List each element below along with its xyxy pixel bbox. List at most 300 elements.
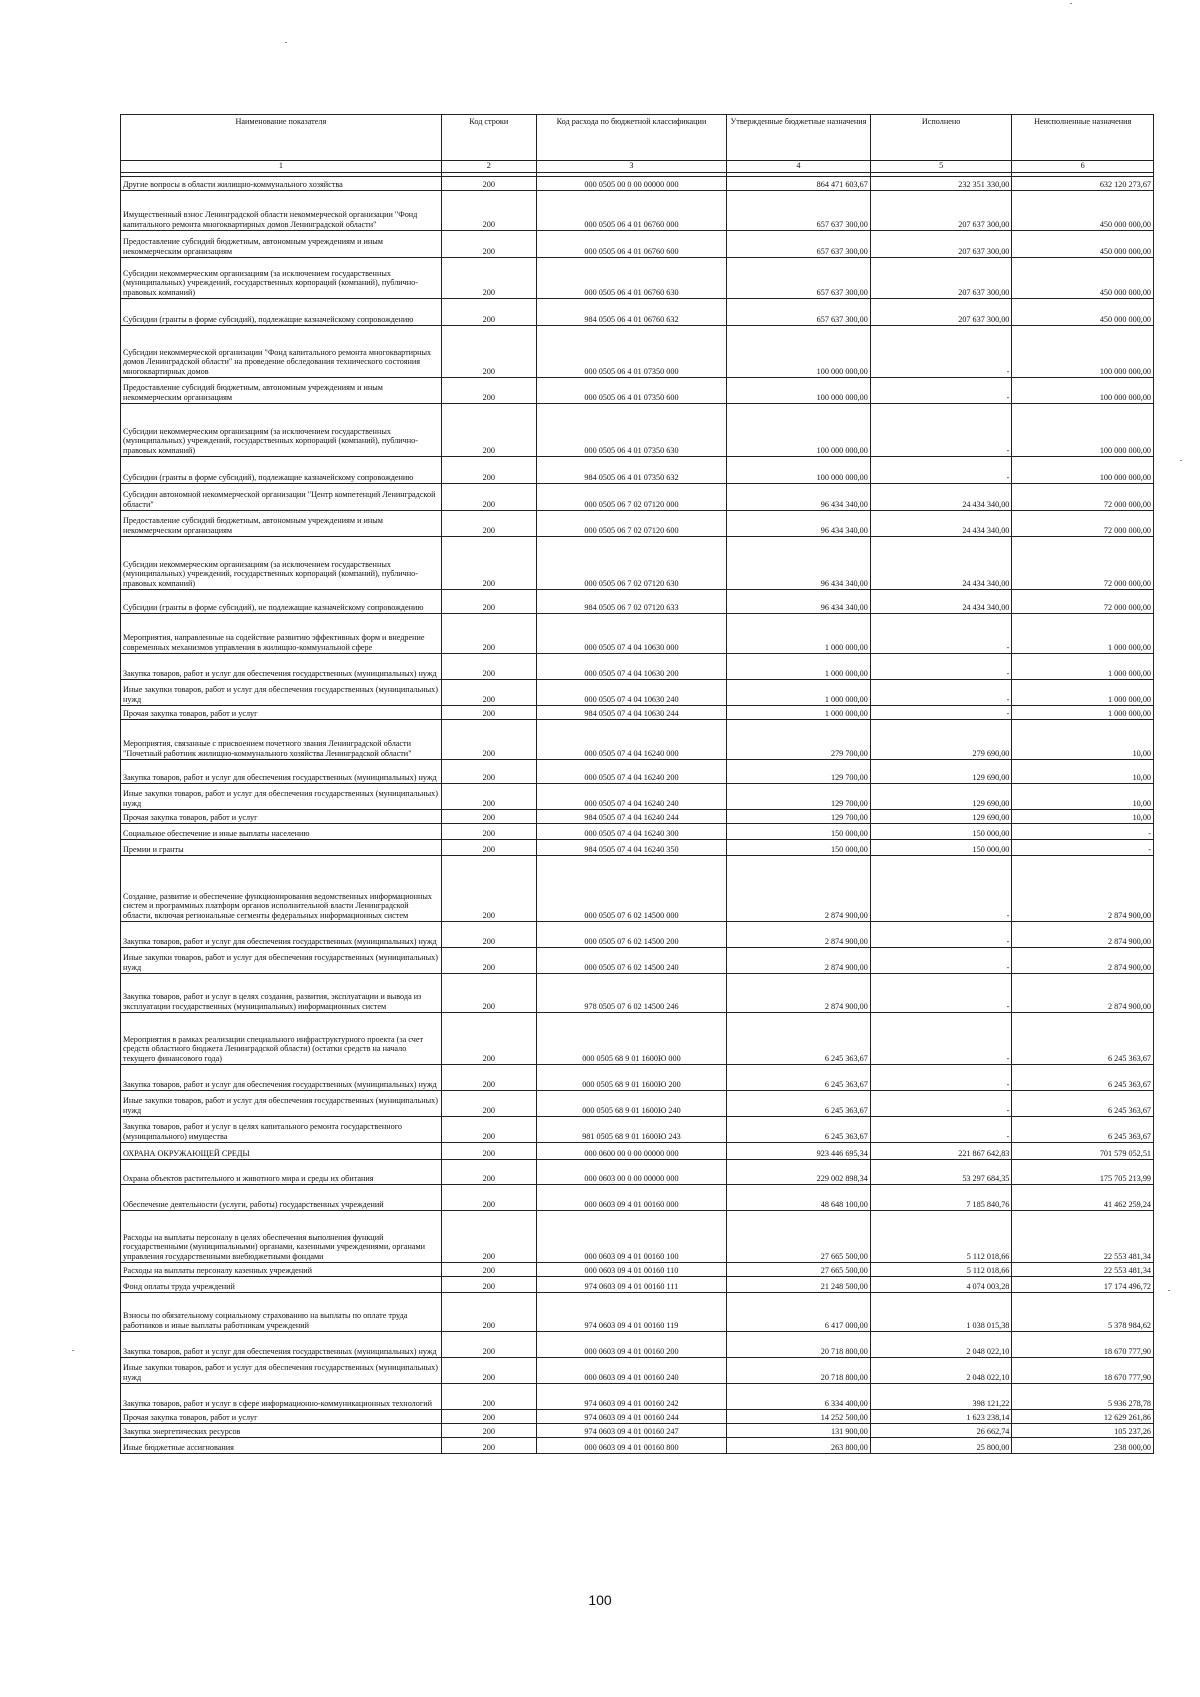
cell-approved: 96 434 340,00: [727, 511, 871, 537]
cell-remaining: 6 245 363,67: [1012, 1065, 1154, 1091]
cell-code: 200: [441, 1332, 536, 1358]
cell-approved: 131 900,00: [727, 1424, 871, 1438]
cell-code: 200: [441, 1160, 536, 1185]
cell-kbk: 000 0505 07 6 02 14500 240: [536, 948, 726, 974]
cell-code: 200: [441, 484, 536, 511]
cell-approved: 129 700,00: [727, 810, 871, 824]
cell-remaining: 12 629 261,86: [1012, 1410, 1154, 1424]
cell-executed: -: [870, 1117, 1012, 1143]
cell-kbk: 000 0505 06 4 01 06760 630: [536, 258, 726, 299]
cell-approved: 20 718 800,00: [727, 1358, 871, 1384]
cell-approved: 129 700,00: [727, 760, 871, 784]
cell-code: 200: [441, 191, 536, 231]
cell-executed: 53 297 684,35: [870, 1160, 1012, 1185]
cell-approved: 1 000 000,00: [727, 614, 871, 654]
cell-name: Расходы на выплаты персоналу в целях обеспечения выполнения функций государственными (муниципальными) органами, казенными учреждениями, органами управления государственными внебюджетными фондами: [121, 1211, 442, 1263]
table-row: [121, 1277, 1154, 1293]
cell-executed: 150 000,00: [870, 840, 1012, 856]
cell-name: Создание, развитие и обеспечение функционирования ведомственных информационных систем и программных платформ органов исполнительной власти Ленинградской области, включая региональные сегменты федеральных информационных систем: [121, 856, 442, 922]
table-row: [121, 484, 1154, 511]
cell-remaining: 10,00: [1012, 720, 1154, 760]
cell-executed: 26 662,74: [870, 1424, 1012, 1438]
cell-code: 200: [441, 326, 536, 378]
table-row: [121, 1438, 1154, 1454]
cell-kbk: 000 0603 09 4 01 00160 800: [536, 1438, 726, 1454]
cell-name: Мероприятия, направленные на содействие развитию эффективных форм и внедрение современных механизмов управления в жилищно-коммунальной сфере: [121, 614, 442, 654]
cell-name: Закупка товаров, работ и услуг для обеспечения государственных (муниципальных) нужд: [121, 760, 442, 784]
cell-executed: 150 000,00: [870, 824, 1012, 840]
cell-remaining: -: [1012, 840, 1154, 856]
cell-kbk: 000 0603 09 4 01 00160 200: [536, 1332, 726, 1358]
cell-code: 200: [441, 1143, 536, 1160]
cell-name: Закупка товаров, работ и услуг в целях создания, развития, эксплуатации и вывода из эксплуатации государственных (муниципальных) информационных систем: [121, 974, 442, 1013]
cell-executed: -: [870, 856, 1012, 922]
table-row: [121, 824, 1154, 840]
cell-approved: 2 874 900,00: [727, 974, 871, 1013]
cell-kbk: 000 0505 68 9 01 1600Ю 200: [536, 1065, 726, 1091]
cell-name: Предоставление субсидий бюджетным, автономным учреждениям и иным некоммерческим организациям: [121, 378, 442, 404]
cell-kbk: 984 0505 06 4 01 07350 632: [536, 457, 726, 484]
cell-name: Закупка энергетических ресурсов: [121, 1424, 442, 1438]
cell-kbk: 981 0505 68 9 01 1600Ю 243: [536, 1117, 726, 1143]
cell-kbk: 000 0505 07 6 02 14500 200: [536, 922, 726, 948]
cell-code: 200: [441, 824, 536, 840]
cell-executed: 207 637 300,00: [870, 231, 1012, 258]
cell-name: Фонд оплаты труда учреждений: [121, 1277, 442, 1293]
cell-approved: 21 248 500,00: [727, 1277, 871, 1293]
cell-approved: 14 252 500,00: [727, 1410, 871, 1424]
cell-kbk: 000 0603 09 4 01 00160 110: [536, 1263, 726, 1277]
cell-approved: 657 637 300,00: [727, 231, 871, 258]
cell-kbk: 000 0505 07 4 04 16240 200: [536, 760, 726, 784]
cell-name: Субсидии некоммерческим организациям (за исключением государственных (муниципальных) учреждений, государственных корпораций (компаний), публично-правовых компаний): [121, 537, 442, 590]
header-unexecuted-appropriations: Неисполненные назначения: [1012, 115, 1154, 161]
cell-kbk: 000 0603 09 4 01 00160 240: [536, 1358, 726, 1384]
header-budget-classification-code: Код расхода по бюджетной классификации: [536, 115, 726, 161]
cell-name: ОХРАНА ОКРУЖАЮЩЕЙ СРЕДЫ: [121, 1143, 442, 1160]
cell-approved: 279 700,00: [727, 720, 871, 760]
cell-code: 200: [441, 1185, 536, 1211]
cell-kbk: 000 0505 68 9 01 1600Ю 240: [536, 1091, 726, 1117]
cell-code: 200: [441, 1384, 536, 1410]
cell-approved: 657 637 300,00: [727, 299, 871, 326]
cell-code: 200: [441, 1410, 536, 1424]
cell-executed: 1 038 015,38: [870, 1293, 1012, 1332]
cell-kbk: 974 0603 09 4 01 00160 242: [536, 1384, 726, 1410]
cell-remaining: 2 874 900,00: [1012, 856, 1154, 922]
cell-kbk: 000 0505 06 4 01 07350 630: [536, 404, 726, 457]
cell-approved: 96 434 340,00: [727, 484, 871, 511]
cell-code: 200: [441, 1277, 536, 1293]
cell-remaining: 6 245 363,67: [1012, 1091, 1154, 1117]
cell-code: 200: [441, 1438, 536, 1454]
cell-kbk: 000 0603 00 0 00 00000 000: [536, 1160, 726, 1185]
table-row: [121, 299, 1154, 326]
cell-kbk: 000 0505 07 4 04 16240 240: [536, 784, 726, 810]
cell-approved: 657 637 300,00: [727, 191, 871, 231]
cell-name: Закупка товаров, работ и услуг для обеспечения государственных (муниципальных) нужд: [121, 1332, 442, 1358]
cell-remaining: 105 237,26: [1012, 1424, 1154, 1438]
cell-remaining: 10,00: [1012, 784, 1154, 810]
cell-kbk: 000 0505 07 4 04 16240 300: [536, 824, 726, 840]
cell-name: Субсидии некоммерческим организациям (за исключением государственных (муниципальных) учреждений, государственных корпораций (компаний), публично-правовых компаний): [121, 258, 442, 299]
table-header-row: [121, 115, 1154, 161]
table-row: [121, 680, 1154, 706]
cell-executed: 279 690,00: [870, 720, 1012, 760]
cell-kbk: 974 0603 09 4 01 00160 247: [536, 1424, 726, 1438]
cell-executed: -: [870, 378, 1012, 404]
cell-kbk: 000 0505 06 4 01 06760 000: [536, 191, 726, 231]
cell-remaining: 450 000 000,00: [1012, 258, 1154, 299]
cell-remaining: 450 000 000,00: [1012, 299, 1154, 326]
table-row: [121, 706, 1154, 720]
cell-name: Прочая закупка товаров, работ и услуг: [121, 706, 442, 720]
cell-executed: 1 623 238,14: [870, 1410, 1012, 1424]
table-row: [121, 1332, 1154, 1358]
cell-executed: 221 867 642,83: [870, 1143, 1012, 1160]
cell-remaining: 100 000 000,00: [1012, 326, 1154, 378]
cell-executed: 2 048 022,10: [870, 1332, 1012, 1358]
cell-kbk: 000 0505 06 7 02 07120 630: [536, 537, 726, 590]
header-indicator-name: Наименование показателя: [121, 115, 442, 161]
cell-executed: 207 637 300,00: [870, 299, 1012, 326]
table-row: [121, 922, 1154, 948]
cell-kbk: 974 0603 09 4 01 00160 111: [536, 1277, 726, 1293]
table-row: [121, 231, 1154, 258]
cell-executed: 2 048 022,10: [870, 1358, 1012, 1384]
cell-executed: -: [870, 1065, 1012, 1091]
cell-remaining: 450 000 000,00: [1012, 231, 1154, 258]
table-row: [121, 974, 1154, 1013]
table-row: [121, 784, 1154, 810]
cell-kbk: 000 0505 06 4 01 07350 600: [536, 378, 726, 404]
cell-name: Субсидии автономной некоммерческой организации "Центр компетенций Ленинградской области": [121, 484, 442, 511]
cell-executed: -: [870, 680, 1012, 706]
cell-remaining: 100 000 000,00: [1012, 457, 1154, 484]
page-number: 100: [588, 1592, 612, 1608]
column-number: 6: [1012, 161, 1154, 173]
cell-kbk: 000 0505 07 4 04 10630 240: [536, 680, 726, 706]
cell-remaining: -: [1012, 824, 1154, 840]
cell-kbk: 000 0505 68 9 01 1600Ю 000: [536, 1013, 726, 1065]
cell-code: 200: [441, 614, 536, 654]
table-row: [121, 948, 1154, 974]
cell-remaining: 100 000 000,00: [1012, 404, 1154, 457]
cell-code: 200: [441, 784, 536, 810]
table-row: [121, 1143, 1154, 1160]
cell-kbk: 974 0603 09 4 01 00160 244: [536, 1410, 726, 1424]
cell-code: 200: [441, 810, 536, 824]
cell-approved: 48 648 100,00: [727, 1185, 871, 1211]
cell-remaining: 2 874 900,00: [1012, 922, 1154, 948]
cell-code: 200: [441, 590, 536, 614]
header-approved-appropriations: Утвержденные бюджетные назначения: [727, 115, 871, 161]
cell-name: Закупка товаров, работ и услуг для обеспечения государственных (муниципальных) нужд: [121, 1065, 442, 1091]
cell-name: Предоставление субсидий бюджетным, автономным учреждениям и иным некоммерческим организациям: [121, 231, 442, 258]
table-row: [121, 258, 1154, 299]
table-row: [121, 1065, 1154, 1091]
cell-kbk: 000 0603 09 4 01 00160 000: [536, 1185, 726, 1211]
cell-executed: 232 351 330,00: [870, 177, 1012, 191]
cell-kbk: 984 0505 06 7 02 07120 633: [536, 590, 726, 614]
cell-executed: -: [870, 614, 1012, 654]
cell-name: Прочая закупка товаров, работ и услуг: [121, 810, 442, 824]
cell-executed: -: [870, 974, 1012, 1013]
table-row: [121, 1263, 1154, 1277]
cell-kbk: 000 0505 07 6 02 14500 000: [536, 856, 726, 922]
cell-remaining: 1 000 000,00: [1012, 614, 1154, 654]
cell-executed: 5 112 018,66: [870, 1211, 1012, 1263]
table-row: [121, 654, 1154, 680]
cell-kbk: 000 0505 07 4 04 10630 200: [536, 654, 726, 680]
cell-remaining: 41 462 259,24: [1012, 1185, 1154, 1211]
cell-name: Субсидии (гранты в форме субсидий), подлежащие казначейскому сопровождению: [121, 457, 442, 484]
cell-kbk: 000 0505 00 0 00 00000 000: [536, 177, 726, 191]
cell-code: 200: [441, 1091, 536, 1117]
table-row: [121, 1091, 1154, 1117]
cell-name: Иные закупки товаров, работ и услуг для обеспечения государственных (муниципальных) нужд: [121, 1091, 442, 1117]
cell-code: 200: [441, 654, 536, 680]
cell-remaining: 10,00: [1012, 810, 1154, 824]
cell-name: Социальное обеспечение и иные выплаты населению: [121, 824, 442, 840]
cell-remaining: 100 000 000,00: [1012, 378, 1154, 404]
table-row: [121, 537, 1154, 590]
cell-code: 200: [441, 1013, 536, 1065]
cell-kbk: 974 0603 09 4 01 00160 119: [536, 1293, 726, 1332]
cell-code: 200: [441, 299, 536, 326]
cell-approved: 229 002 898,34: [727, 1160, 871, 1185]
cell-executed: -: [870, 654, 1012, 680]
cell-kbk: 000 0505 06 7 02 07120 600: [536, 511, 726, 537]
column-number: 4: [727, 161, 871, 173]
cell-code: 200: [441, 1424, 536, 1438]
cell-remaining: 450 000 000,00: [1012, 191, 1154, 231]
column-number: 1: [121, 161, 442, 173]
cell-remaining: 17 174 496,72: [1012, 1277, 1154, 1293]
table-row: [121, 760, 1154, 784]
table-row: [121, 720, 1154, 760]
cell-kbk: 984 0505 07 4 04 16240 244: [536, 810, 726, 824]
cell-approved: 6 334 400,00: [727, 1384, 871, 1410]
table-row: [121, 1117, 1154, 1143]
cell-remaining: 6 245 363,67: [1012, 1117, 1154, 1143]
cell-remaining: 5 936 278,78: [1012, 1384, 1154, 1410]
table-row: [121, 1211, 1154, 1263]
cell-name: Имущественный взнос Ленинградской области некоммерческой организации "Фонд капитального ремонта многоквартирных домов Ленинградской области": [121, 191, 442, 231]
cell-name: Иные закупки товаров, работ и услуг для обеспечения государственных (муниципальных) нужд: [121, 948, 442, 974]
cell-approved: 100 000 000,00: [727, 457, 871, 484]
cell-executed: -: [870, 457, 1012, 484]
cell-approved: 20 718 800,00: [727, 1332, 871, 1358]
table-row: [121, 810, 1154, 824]
cell-code: 200: [441, 922, 536, 948]
cell-approved: 1 000 000,00: [727, 706, 871, 720]
cell-name: Иные закупки товаров, работ и услуг для обеспечения государственных (муниципальных) нужд: [121, 680, 442, 706]
cell-approved: 100 000 000,00: [727, 404, 871, 457]
cell-remaining: 701 579 052,51: [1012, 1143, 1154, 1160]
cell-remaining: 18 670 777,90: [1012, 1358, 1154, 1384]
cell-executed: -: [870, 1013, 1012, 1065]
cell-executed: -: [870, 922, 1012, 948]
cell-executed: 24 434 340,00: [870, 511, 1012, 537]
cell-executed: 129 690,00: [870, 810, 1012, 824]
scan-speck: [1180, 460, 1182, 461]
cell-approved: 6 245 363,67: [727, 1013, 871, 1065]
cell-kbk: 978 0505 07 6 02 14500 246: [536, 974, 726, 1013]
cell-executed: -: [870, 706, 1012, 720]
cell-approved: 6 245 363,67: [727, 1117, 871, 1143]
column-number: 5: [870, 161, 1012, 173]
table-row: [121, 378, 1154, 404]
cell-kbk: 000 0505 07 4 04 10630 000: [536, 614, 726, 654]
cell-executed: 5 112 018,66: [870, 1263, 1012, 1277]
cell-executed: 207 637 300,00: [870, 191, 1012, 231]
cell-remaining: 175 705 213,99: [1012, 1160, 1154, 1185]
cell-code: 200: [441, 840, 536, 856]
cell-code: 200: [441, 706, 536, 720]
cell-name: Мероприятия в рамках реализации специального инфраструктурного проекта (за счет средств областного бюджета Ленинградской области) (остатки средств на начало текущего финансового года): [121, 1013, 442, 1065]
table-row: [121, 1013, 1154, 1065]
cell-kbk: 984 0505 07 4 04 16240 350: [536, 840, 726, 856]
cell-code: 200: [441, 457, 536, 484]
column-number-row: [121, 161, 1154, 173]
cell-name: Премии и гранты: [121, 840, 442, 856]
cell-code: 200: [441, 974, 536, 1013]
cell-code: 200: [441, 680, 536, 706]
table-row: [121, 1160, 1154, 1185]
cell-remaining: 22 553 481,34: [1012, 1263, 1154, 1277]
cell-name: Прочая закупка товаров, работ и услуг: [121, 1410, 442, 1424]
cell-approved: 864 471 603,67: [727, 177, 871, 191]
cell-code: 200: [441, 760, 536, 784]
cell-name: Расходы на выплаты персоналу казенных учреждений: [121, 1263, 442, 1277]
table-row: [121, 511, 1154, 537]
header-line-code: Код строки: [441, 115, 536, 161]
cell-code: 200: [441, 537, 536, 590]
cell-remaining: 2 874 900,00: [1012, 974, 1154, 1013]
cell-name: Иные закупки товаров, работ и услуг для обеспечения государственных (муниципальных) нужд: [121, 1358, 442, 1384]
scan-speck: [1070, 3, 1072, 4]
cell-kbk: 984 0505 06 4 01 06760 632: [536, 299, 726, 326]
cell-kbk: 000 0505 06 7 02 07120 000: [536, 484, 726, 511]
cell-name: Закупка товаров, работ и услуг для обеспечения государственных (муниципальных) нужд: [121, 654, 442, 680]
cell-remaining: 72 000 000,00: [1012, 484, 1154, 511]
cell-kbk: 000 0505 06 4 01 07350 000: [536, 326, 726, 378]
cell-approved: 923 446 695,34: [727, 1143, 871, 1160]
cell-remaining: 1 000 000,00: [1012, 654, 1154, 680]
table-row: [121, 1185, 1154, 1211]
cell-code: 200: [441, 511, 536, 537]
cell-approved: 27 665 500,00: [727, 1263, 871, 1277]
cell-kbk: 000 0600 00 0 00 00000 000: [536, 1143, 726, 1160]
cell-remaining: 632 120 273,67: [1012, 177, 1154, 191]
cell-name: Субсидии (гранты в форме субсидий), подлежащие казначейскому сопровождению: [121, 299, 442, 326]
cell-remaining: 5 378 984,62: [1012, 1293, 1154, 1332]
scan-speck: [1168, 1290, 1170, 1291]
cell-approved: 27 665 500,00: [727, 1211, 871, 1263]
cell-code: 200: [441, 1211, 536, 1263]
cell-code: 200: [441, 720, 536, 760]
cell-remaining: 6 245 363,67: [1012, 1013, 1154, 1065]
cell-approved: 2 874 900,00: [727, 856, 871, 922]
cell-approved: 6 245 363,67: [727, 1091, 871, 1117]
cell-code: 200: [441, 948, 536, 974]
cell-name: Иные закупки товаров, работ и услуг для обеспечения государственных (муниципальных) нужд: [121, 784, 442, 810]
cell-approved: 6 417 000,00: [727, 1293, 871, 1332]
cell-remaining: 72 000 000,00: [1012, 511, 1154, 537]
cell-approved: 150 000,00: [727, 824, 871, 840]
cell-name: Взносы по обязательному социальному страхованию на выплаты по оплате труда работников и иные выплаты работникам учреждений: [121, 1293, 442, 1332]
budget-execution-table: [120, 114, 1154, 1454]
cell-name: Другие вопросы в области жилищно-коммунального хозяйства: [121, 177, 442, 191]
cell-executed: 398 121,22: [870, 1384, 1012, 1410]
cell-executed: 4 074 003,28: [870, 1277, 1012, 1293]
table-row: [121, 856, 1154, 922]
cell-remaining: 72 000 000,00: [1012, 590, 1154, 614]
cell-name: Предоставление субсидий бюджетным, автономным учреждениям и иным некоммерческим организациям: [121, 511, 442, 537]
cell-approved: 263 800,00: [727, 1438, 871, 1454]
cell-approved: 2 874 900,00: [727, 948, 871, 974]
cell-executed: 24 434 340,00: [870, 537, 1012, 590]
cell-remaining: 1 000 000,00: [1012, 680, 1154, 706]
cell-code: 200: [441, 404, 536, 457]
cell-name: Субсидии (гранты в форме субсидий), не подлежащие казначейскому сопровождению: [121, 590, 442, 614]
table-row: [121, 404, 1154, 457]
cell-executed: 129 690,00: [870, 760, 1012, 784]
cell-executed: -: [870, 1091, 1012, 1117]
column-number: 2: [441, 161, 536, 173]
cell-executed: 207 637 300,00: [870, 258, 1012, 299]
cell-code: 200: [441, 231, 536, 258]
cell-approved: 1 000 000,00: [727, 654, 871, 680]
cell-name: Закупка товаров, работ и услуг для обеспечения государственных (муниципальных) нужд: [121, 922, 442, 948]
cell-code: 200: [441, 378, 536, 404]
cell-approved: 1 000 000,00: [727, 680, 871, 706]
cell-name: Закупка товаров, работ и услуг в сфере информационно-коммуникационных технологий: [121, 1384, 442, 1410]
cell-executed: -: [870, 404, 1012, 457]
cell-executed: -: [870, 326, 1012, 378]
cell-name: Мероприятия, связанные с присвоением почетного звания Ленинградской области "Почетный работник жилищно-коммунального хозяйства Ленинградской области": [121, 720, 442, 760]
table-body: [121, 177, 1154, 1454]
cell-kbk: 000 0603 09 4 01 00160 100: [536, 1211, 726, 1263]
cell-executed: -: [870, 948, 1012, 974]
cell-code: 200: [441, 1358, 536, 1384]
cell-remaining: 72 000 000,00: [1012, 537, 1154, 590]
cell-kbk: 984 0505 07 4 04 10630 244: [536, 706, 726, 720]
cell-name: Иные бюджетные ассигнования: [121, 1438, 442, 1454]
cell-executed: 24 434 340,00: [870, 484, 1012, 511]
cell-code: 200: [441, 1065, 536, 1091]
column-number: 3: [536, 161, 726, 173]
table-row: [121, 1293, 1154, 1332]
cell-executed: 129 690,00: [870, 784, 1012, 810]
cell-remaining: 22 553 481,34: [1012, 1211, 1154, 1263]
cell-approved: 96 434 340,00: [727, 537, 871, 590]
table-row: [121, 177, 1154, 191]
cell-approved: 100 000 000,00: [727, 378, 871, 404]
cell-approved: 150 000,00: [727, 840, 871, 856]
cell-remaining: 10,00: [1012, 760, 1154, 784]
table-row: [121, 1410, 1154, 1424]
table-row: [121, 1424, 1154, 1438]
cell-name: Субсидии некоммерческим организациям (за исключением государственных (муниципальных) учреждений, государственных корпораций (компаний), публично-правовых компаний): [121, 404, 442, 457]
cell-executed: 7 185 840,76: [870, 1185, 1012, 1211]
scan-speck: [72, 1350, 74, 1351]
cell-approved: 100 000 000,00: [727, 326, 871, 378]
cell-executed: 24 434 340,00: [870, 590, 1012, 614]
table-row: [121, 191, 1154, 231]
cell-remaining: 18 670 777,90: [1012, 1332, 1154, 1358]
